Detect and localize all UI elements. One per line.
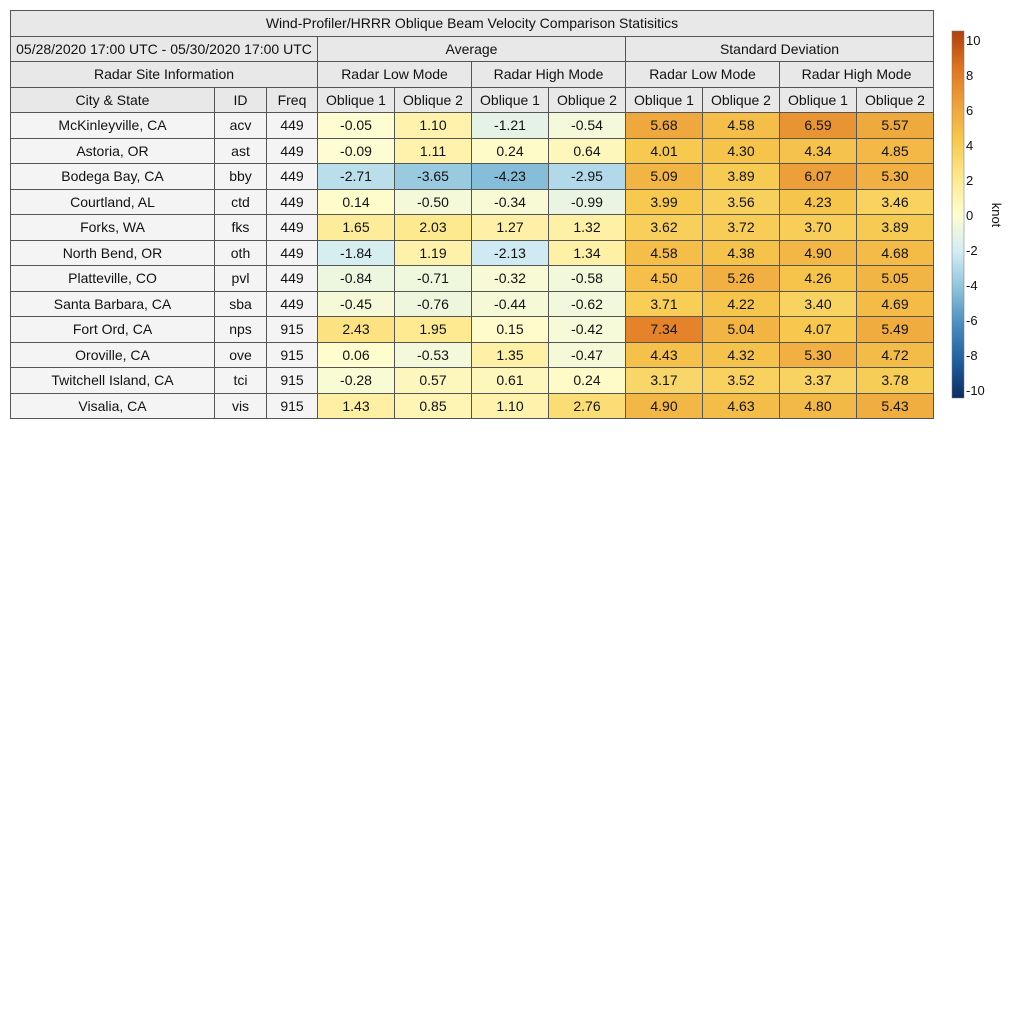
value-cell: 4.30 bbox=[703, 138, 780, 164]
value-cell: 1.11 bbox=[395, 138, 472, 164]
table-row bbox=[11, 215, 934, 241]
value-cell: 4.50 bbox=[626, 266, 703, 292]
site-id: fks bbox=[215, 215, 267, 241]
site-city: Santa Barbara, CA bbox=[11, 291, 215, 317]
value-cell: 4.68 bbox=[857, 240, 934, 266]
colorbar-tick-label: -2 bbox=[966, 243, 978, 258]
site-freq: 915 bbox=[267, 393, 318, 419]
column-header-value: Oblique 2 bbox=[395, 87, 472, 113]
value-cell: 0.57 bbox=[395, 368, 472, 394]
site-freq: 449 bbox=[267, 291, 318, 317]
value-cell: 3.17 bbox=[626, 368, 703, 394]
value-cell: -1.21 bbox=[472, 113, 549, 139]
value-cell: 7.34 bbox=[626, 317, 703, 343]
value-cell: 1.10 bbox=[472, 393, 549, 419]
site-city: Twitchell Island, CA bbox=[11, 368, 215, 394]
value-cell: -2.71 bbox=[318, 164, 395, 190]
value-cell: 4.85 bbox=[857, 138, 934, 164]
value-cell: -1.84 bbox=[318, 240, 395, 266]
value-cell: 3.89 bbox=[703, 164, 780, 190]
table-title: Wind-Profiler/HRRR Oblique Beam Velocity Comparison Statisitics bbox=[11, 11, 934, 37]
value-cell: 3.99 bbox=[626, 189, 703, 215]
value-cell: 3.52 bbox=[703, 368, 780, 394]
table-row bbox=[11, 189, 934, 215]
site-freq: 449 bbox=[267, 113, 318, 139]
table-row bbox=[11, 368, 934, 394]
column-header-value: Oblique 1 bbox=[472, 87, 549, 113]
value-cell: 5.05 bbox=[857, 266, 934, 292]
value-cell: 0.06 bbox=[318, 342, 395, 368]
value-cell: 5.04 bbox=[703, 317, 780, 343]
value-cell: -0.34 bbox=[472, 189, 549, 215]
site-city: Oroville, CA bbox=[11, 342, 215, 368]
value-cell: 1.95 bbox=[395, 317, 472, 343]
mode-header-std-low: Radar Low Mode bbox=[626, 62, 780, 88]
site-freq: 449 bbox=[267, 164, 318, 190]
mode-header-std-high: Radar High Mode bbox=[780, 62, 934, 88]
site-id: vis bbox=[215, 393, 267, 419]
value-cell: 1.35 bbox=[472, 342, 549, 368]
site-id: pvl bbox=[215, 266, 267, 292]
site-id: tci bbox=[215, 368, 267, 394]
value-cell: 3.40 bbox=[780, 291, 857, 317]
value-cell: 4.38 bbox=[703, 240, 780, 266]
site-id: ove bbox=[215, 342, 267, 368]
column-header-value: Oblique 2 bbox=[549, 87, 626, 113]
table-row bbox=[11, 393, 934, 419]
colorbar-tick-label: -4 bbox=[966, 278, 978, 293]
value-cell: 3.37 bbox=[780, 368, 857, 394]
mode-header-avg-high: Radar High Mode bbox=[472, 62, 626, 88]
value-cell: 1.65 bbox=[318, 215, 395, 241]
value-cell: 0.24 bbox=[549, 368, 626, 394]
site-city: Bodega Bay, CA bbox=[11, 164, 215, 190]
site-freq: 915 bbox=[267, 342, 318, 368]
colorbar-tick-label: -10 bbox=[966, 383, 985, 398]
value-cell: 0.14 bbox=[318, 189, 395, 215]
value-cell: 4.34 bbox=[780, 138, 857, 164]
site-id: sba bbox=[215, 291, 267, 317]
colorbar bbox=[940, 20, 1024, 420]
value-cell: 5.43 bbox=[857, 393, 934, 419]
value-cell: -0.47 bbox=[549, 342, 626, 368]
value-cell: 4.07 bbox=[780, 317, 857, 343]
site-id: nps bbox=[215, 317, 267, 343]
value-cell: -3.65 bbox=[395, 164, 472, 190]
group-average-header: Average bbox=[318, 36, 626, 62]
column-header-value: Oblique 2 bbox=[857, 87, 934, 113]
colorbar-tick-label: -8 bbox=[966, 348, 978, 363]
value-cell: -0.28 bbox=[318, 368, 395, 394]
value-cell: 1.43 bbox=[318, 393, 395, 419]
colorbar-tick-label: 0 bbox=[966, 208, 974, 223]
table-body bbox=[11, 113, 934, 419]
colorbar-tick-label: 4 bbox=[966, 138, 974, 153]
value-cell: 1.19 bbox=[395, 240, 472, 266]
column-header-id: ID bbox=[215, 87, 267, 113]
column-header-value: Oblique 1 bbox=[626, 87, 703, 113]
table-row bbox=[11, 291, 934, 317]
colorbar-tick-label: 2 bbox=[966, 173, 974, 188]
value-cell: -0.45 bbox=[318, 291, 395, 317]
value-cell: 4.80 bbox=[780, 393, 857, 419]
column-header-freq: Freq bbox=[267, 87, 318, 113]
site-freq: 449 bbox=[267, 215, 318, 241]
value-cell: -0.53 bbox=[395, 342, 472, 368]
value-cell: -4.23 bbox=[472, 164, 549, 190]
site-freq: 915 bbox=[267, 368, 318, 394]
value-cell: 5.30 bbox=[857, 164, 934, 190]
value-cell: 4.90 bbox=[780, 240, 857, 266]
site-city: Forks, WA bbox=[11, 215, 215, 241]
value-cell: 4.43 bbox=[626, 342, 703, 368]
site-id: ctd bbox=[215, 189, 267, 215]
value-cell: -0.44 bbox=[472, 291, 549, 317]
site-freq: 449 bbox=[267, 266, 318, 292]
value-cell: 4.32 bbox=[703, 342, 780, 368]
site-freq: 449 bbox=[267, 138, 318, 164]
time-period: 05/28/2020 17:00 UTC - 05/30/2020 17:00 UTC bbox=[11, 36, 318, 62]
value-cell: 1.32 bbox=[549, 215, 626, 241]
site-id: ast bbox=[215, 138, 267, 164]
value-cell: 3.72 bbox=[703, 215, 780, 241]
column-header-value: Oblique 1 bbox=[318, 87, 395, 113]
site-city: Courtland, AL bbox=[11, 189, 215, 215]
table-row bbox=[11, 240, 934, 266]
value-cell: -2.95 bbox=[549, 164, 626, 190]
value-cell: 4.72 bbox=[857, 342, 934, 368]
value-cell: -2.13 bbox=[472, 240, 549, 266]
value-cell: -0.09 bbox=[318, 138, 395, 164]
value-cell: 4.26 bbox=[780, 266, 857, 292]
colorbar-tick-label: 8 bbox=[966, 68, 974, 83]
column-header-value: Oblique 2 bbox=[703, 87, 780, 113]
colorbar-ticks bbox=[966, 33, 985, 398]
value-cell: -0.50 bbox=[395, 189, 472, 215]
value-cell: 3.70 bbox=[780, 215, 857, 241]
site-id: oth bbox=[215, 240, 267, 266]
site-city: Fort Ord, CA bbox=[11, 317, 215, 343]
value-cell: 1.10 bbox=[395, 113, 472, 139]
value-cell: 5.49 bbox=[857, 317, 934, 343]
value-cell: 3.56 bbox=[703, 189, 780, 215]
value-cell: 4.23 bbox=[780, 189, 857, 215]
site-city: Astoria, OR bbox=[11, 138, 215, 164]
value-cell: 5.30 bbox=[780, 342, 857, 368]
value-cell: 4.22 bbox=[703, 291, 780, 317]
value-cell: -0.58 bbox=[549, 266, 626, 292]
value-cell: -0.42 bbox=[549, 317, 626, 343]
table-row bbox=[11, 164, 934, 190]
table-row bbox=[11, 317, 934, 343]
group-stddev-header: Standard Deviation bbox=[626, 36, 934, 62]
value-cell: 3.78 bbox=[857, 368, 934, 394]
table-row bbox=[11, 138, 934, 164]
value-cell: 2.76 bbox=[549, 393, 626, 419]
value-cell: -0.54 bbox=[549, 113, 626, 139]
table-row bbox=[11, 113, 934, 139]
value-cell: -0.62 bbox=[549, 291, 626, 317]
value-cell: -0.84 bbox=[318, 266, 395, 292]
value-cell: 0.85 bbox=[395, 393, 472, 419]
value-cell: -0.05 bbox=[318, 113, 395, 139]
value-cell: 5.57 bbox=[857, 113, 934, 139]
value-cell: 3.71 bbox=[626, 291, 703, 317]
site-freq: 449 bbox=[267, 240, 318, 266]
value-cell: 4.58 bbox=[626, 240, 703, 266]
table-row bbox=[11, 342, 934, 368]
column-header-city: City & State bbox=[11, 87, 215, 113]
value-cell: 3.46 bbox=[857, 189, 934, 215]
value-cell: 6.59 bbox=[780, 113, 857, 139]
site-city: Visalia, CA bbox=[11, 393, 215, 419]
value-cell: 5.26 bbox=[703, 266, 780, 292]
value-cell: 3.89 bbox=[857, 215, 934, 241]
value-cell: 2.03 bbox=[395, 215, 472, 241]
value-cell: 2.43 bbox=[318, 317, 395, 343]
site-city: Platteville, CO bbox=[11, 266, 215, 292]
value-cell: -0.71 bbox=[395, 266, 472, 292]
table-row bbox=[11, 266, 934, 292]
value-cell: 6.07 bbox=[780, 164, 857, 190]
value-cell: 0.24 bbox=[472, 138, 549, 164]
site-city: McKinleyville, CA bbox=[11, 113, 215, 139]
site-freq: 915 bbox=[267, 317, 318, 343]
value-cell: 1.34 bbox=[549, 240, 626, 266]
value-cell: 0.61 bbox=[472, 368, 549, 394]
colorbar-label: knot bbox=[989, 202, 1004, 228]
site-city: North Bend, OR bbox=[11, 240, 215, 266]
value-cell: 4.90 bbox=[626, 393, 703, 419]
mode-header-avg-low: Radar Low Mode bbox=[318, 62, 472, 88]
value-cell: 0.64 bbox=[549, 138, 626, 164]
column-header-value: Oblique 1 bbox=[780, 87, 857, 113]
site-id: bby bbox=[215, 164, 267, 190]
value-cell: 5.68 bbox=[626, 113, 703, 139]
site-info-header: Radar Site Information bbox=[11, 62, 318, 88]
value-cell: 4.69 bbox=[857, 291, 934, 317]
value-cell: 1.27 bbox=[472, 215, 549, 241]
value-cell: 0.15 bbox=[472, 317, 549, 343]
site-freq: 449 bbox=[267, 189, 318, 215]
value-cell: -0.99 bbox=[549, 189, 626, 215]
value-cell: 3.62 bbox=[626, 215, 703, 241]
colorbar-tick-label: 10 bbox=[966, 33, 981, 48]
value-cell: 4.01 bbox=[626, 138, 703, 164]
colorbar-tick-label: 6 bbox=[966, 103, 974, 118]
statistics-table bbox=[10, 10, 934, 419]
site-id: acv bbox=[215, 113, 267, 139]
colorbar-tick-label: -6 bbox=[966, 313, 978, 328]
value-cell: 4.63 bbox=[703, 393, 780, 419]
colorbar-gradient bbox=[952, 31, 964, 398]
value-cell: 5.09 bbox=[626, 164, 703, 190]
value-cell: -0.76 bbox=[395, 291, 472, 317]
value-cell: -0.32 bbox=[472, 266, 549, 292]
value-cell: 4.58 bbox=[703, 113, 780, 139]
